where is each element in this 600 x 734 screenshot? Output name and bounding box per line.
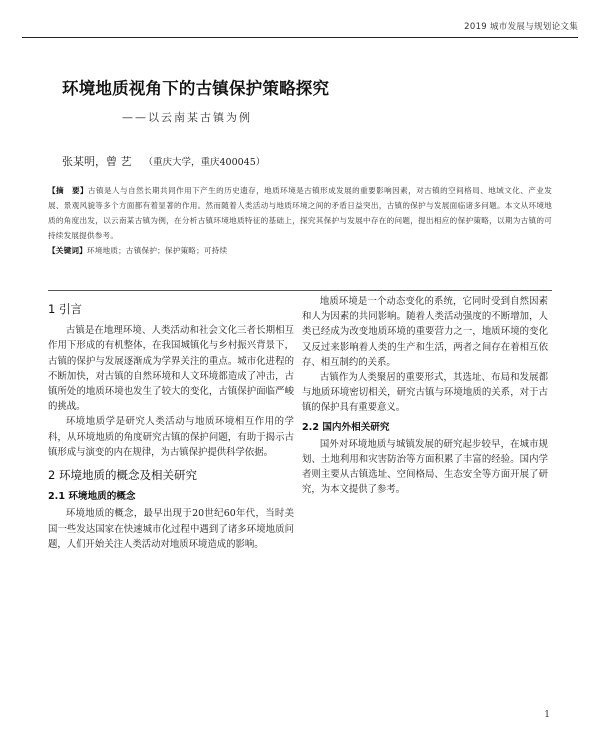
paper-title: 环境地质视角下的古镇保护策略探究 bbox=[62, 79, 330, 98]
paragraph: 地质环境是一个动态变化的系统，它同时受到自然因素和人为因素的共同影响。随着人类活动强度的不断增加，人类已经成为改变地质环境的重要营力之一，地质环境的变化又反过来影响着人类的生产和生活，两者之间存在着相互依存、相互制约的关系。 bbox=[302, 296, 548, 368]
page-number: 1 bbox=[544, 710, 550, 720]
abstract-label: 【摘 要】 bbox=[48, 186, 89, 195]
author-affiliation: （重庆大学，重庆400045） bbox=[143, 157, 266, 168]
abstract-text: 古镇是人与自然长期共同作用下产生的历史遗存，地质环境是古镇形成发展的重要影响因素，对古镇的空间格局、地域文化、产业发展、景观风貌等多个方面都有着显著的作用。然而随着人类活动与地质环境之间的矛盾日益突出，古镇的保护与发展面临诸多问题。本文从环境地质的角度出发，以云南某古镇为例，在分析古镇环境地质特征的基础上，探究其保护与发展中存在的问题，提出相应的保护策略，以期为古镇的可持续发展提供参考。 bbox=[48, 186, 553, 240]
paragraph: 环境地质的概念，最早出现于20世纪60年代，当时美国一些发达国家在快速城市化过程中遇到了诸多环境地质问题，人们开始关注人类活动对地质环境造成的影响。 bbox=[48, 508, 294, 550]
section-heading-concept: 2 环境地质的概念及相关研究 bbox=[48, 468, 197, 483]
header-rule bbox=[22, 37, 578, 38]
abstract-block bbox=[48, 183, 552, 258]
keywords-label: 【关键词】 bbox=[48, 246, 87, 255]
paragraph: 古镇是在地理环境、人类活动和社会文化三者长期相互作用下形成的有机整体，在我国城镇化与乡村振兴背景下，古镇的保护与发展逐渐成为学界关注的重点。城市化进程的不断加快，对古镇的自然环境和人文环境都造成了冲击，古镇所处的地质环境也发生了较大的变化，古镇保护面临严峻的挑战。 bbox=[48, 325, 294, 413]
left-column bbox=[48, 294, 294, 552]
right-column bbox=[302, 294, 548, 498]
subsection-heading-concept: 2.1 环境地质的概念 bbox=[48, 491, 136, 503]
paragraph: 环境地质学是研究人类活动与地质环境相互作用的学科，从环境地质的角度研究古镇的保护问题，有助于揭示古镇形成与演变的内在规律，为古镇保护提供科学依据。 bbox=[48, 416, 294, 458]
abstract-separator bbox=[48, 290, 552, 291]
paper-subtitle: ——以云南某古镇为例 bbox=[122, 111, 252, 124]
keywords-text: 环境地质；古镇保护；保护策略；可持续 bbox=[86, 246, 228, 255]
running-head: 2019 城市发展与规划论文集 bbox=[464, 22, 578, 32]
subsection-heading-research: 2.2 国内外相关研究 bbox=[302, 421, 390, 433]
paragraph: 古镇作为人类聚居的重要形式，其选址、布局和发展都与地质环境密切相关，研究古镇与环境地质的关系，对于古镇的保护具有重要意义。 bbox=[302, 372, 548, 414]
paragraph: 国外对环境地质与城镇发展的研究起步较早，在城市规划、土地利用和灾害防治等方面积累了丰富的经验。国内学者则主要从古镇选址、空间格局、生态安全等方面开展了研究，为本文提供了参考。 bbox=[302, 438, 548, 496]
author-line bbox=[62, 153, 265, 169]
page-header bbox=[0, 0, 600, 40]
author-names: 张某明，曾 艺 bbox=[62, 155, 132, 168]
section-heading-intro: 1 引言 bbox=[48, 302, 82, 316]
